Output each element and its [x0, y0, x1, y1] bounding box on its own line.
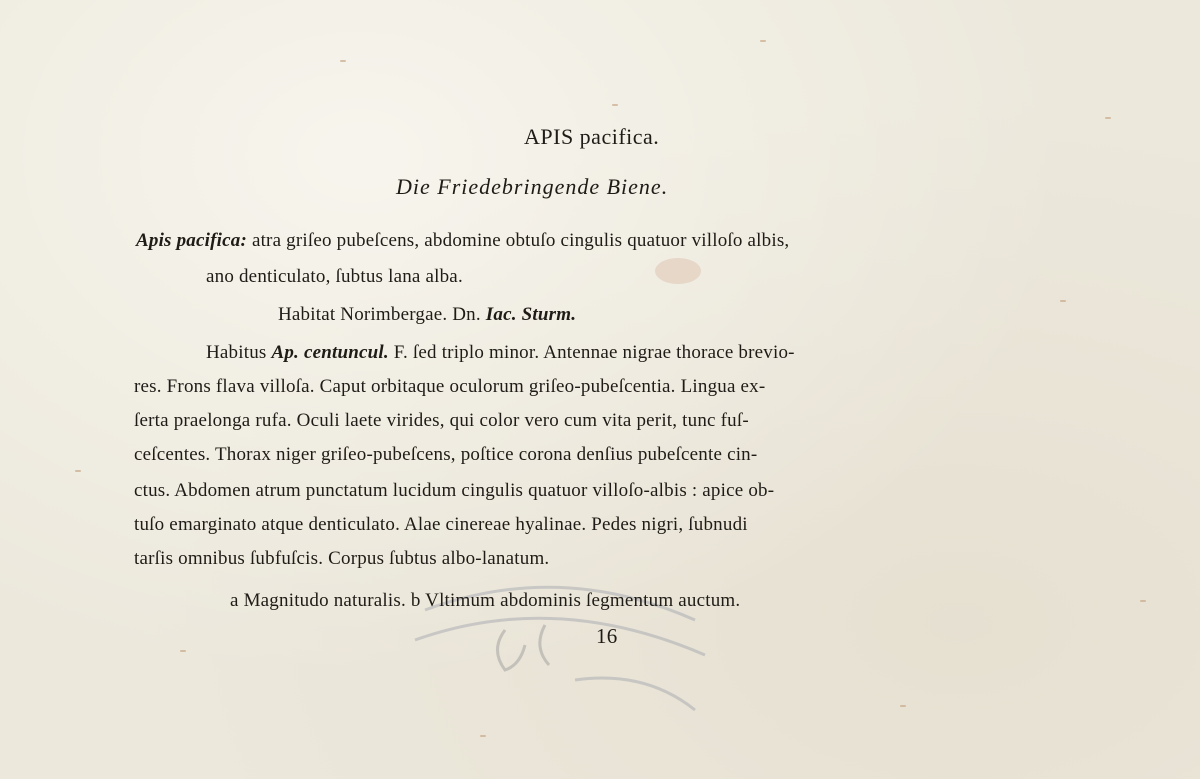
figure-caption: a Magnitudo naturalis. b Vltimum abdominis ſegmentum auctum.: [230, 590, 741, 611]
diagnosis-line-1: [136, 230, 789, 252]
description-line: ctus. Abdomen atrum punctatum lucidum cingulis quatuor villoſo-albis : apice ob-: [134, 480, 775, 501]
description-intro: Habitus: [206, 342, 267, 363]
page-title: APIS pacifica.: [524, 124, 660, 149]
page-subtitle: Die Friedebringende Biene.: [396, 174, 669, 199]
description-text-1: F. ſed triplo minor. Antennae nigrae thorace brevio-: [393, 342, 795, 363]
description-line: tarſis omnibus ſubfuſcis. Corpus ſubtus albo-lanatum.: [134, 548, 550, 569]
diagnosis-text-1: atra griſeo pubeſcens, abdomine obtuſo cingulis quatuor villoſo albis,: [251, 230, 790, 251]
habitat-line: [278, 304, 576, 326]
species-name: Apis pacifica:: [136, 230, 247, 251]
description-line: res. Frons flava villoſa. Caput orbitaque oculorum griſeo-pubeſcentia. Lingua ex-: [134, 376, 766, 397]
page-number: 16: [596, 624, 618, 648]
description-reference: Ap. centuncul.: [271, 342, 389, 363]
diagnosis-line-2: ano denticulato, ſubtus lana alba.: [206, 266, 463, 287]
description-line-1: [206, 342, 795, 364]
description-line: ceſcentes. Thorax niger griſeo-pubeſcens, poſtice corona denſius pubeſcente cin-: [134, 444, 758, 465]
description-line: tuſo emarginato atque denticulato. Alae cinereae hyalinae. Pedes nigri, ſubnudi: [134, 514, 748, 535]
habitat-collector: Iac. Sturm.: [485, 304, 577, 325]
habitat-text: Habitat Norimbergae. Dn.: [278, 304, 481, 325]
description-line: ſerta praelonga rufa. Oculi laete virides, qui color vero cum vita perit, tunc fuſ-: [134, 410, 749, 431]
